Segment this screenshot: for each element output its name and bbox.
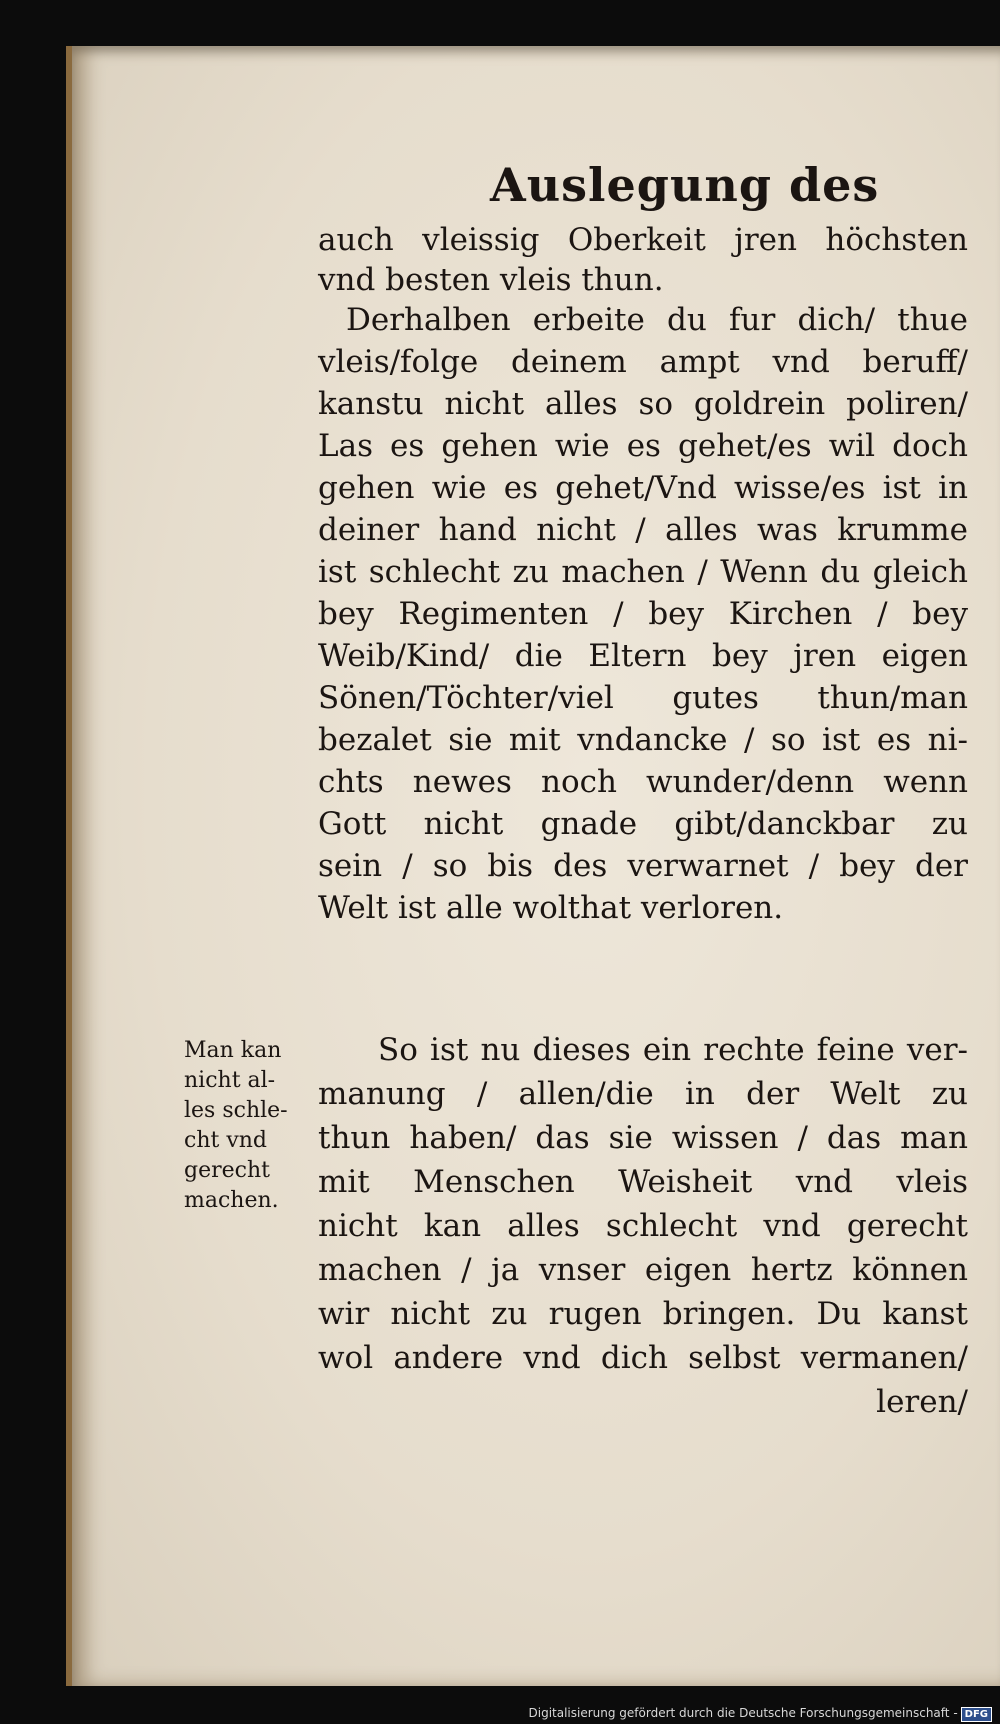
text-line: deiner hand nicht / alles was krumme xyxy=(318,512,968,548)
text-line: kanstu nicht alles so goldrein poliren/ xyxy=(318,386,968,422)
marginal-note-line: machen. xyxy=(184,1188,279,1213)
funding-credit xyxy=(529,1706,993,1722)
text-line: machen / ja vnser eigen hertz können xyxy=(318,1252,968,1288)
text-line: auch vleissig Oberkeit jren höchsten xyxy=(318,222,968,258)
marginal-note-line: cht vnd xyxy=(184,1128,268,1153)
text-line: sein / so bis des verwarnet / bey der xyxy=(318,848,968,884)
catchword: leren/ xyxy=(876,1384,968,1420)
dfg-logo: DFG xyxy=(961,1707,992,1722)
text-line: So ist nu dieses ein rechte feine ver- xyxy=(378,1032,968,1068)
marginal-note-line: les schle- xyxy=(184,1098,288,1123)
text-line: ist schlecht zu machen / Wenn du gleich xyxy=(318,554,968,590)
text-line: Las es gehen wie es gehet/es wil doch xyxy=(318,428,968,464)
text-line: wol andere vnd dich selbst vermanen/ xyxy=(318,1340,968,1376)
text-line: thun haben/ das sie wissen / das man xyxy=(318,1120,968,1156)
text-line: gehen wie es gehet/Vnd wisse/es ist in xyxy=(318,470,968,506)
text-line: Sönen/Töchter/viel gutes thun/man xyxy=(318,680,968,716)
text-line: wir nicht zu rugen bringen. Du kanst xyxy=(318,1296,968,1332)
text-line: Derhalben erbeite du fur dich/ thue xyxy=(346,302,968,338)
text-line: Gott nicht gnade gibt/danckbar zu xyxy=(318,806,968,842)
text-line: manung / allen/die in der Welt zu xyxy=(318,1076,968,1112)
page-heading: Auslegung des xyxy=(490,158,880,212)
text-line: vleis/folge deinem ampt vnd beruff/ xyxy=(318,344,968,380)
text-line: mit Menschen Weisheit vnd vleis xyxy=(318,1164,968,1200)
marginal-note-line: Man kan xyxy=(184,1038,282,1063)
funding-credit-text: Digitalisierung gefördert durch die Deutsche Forschungsgemeinschaft - xyxy=(528,1706,958,1720)
marginal-note-line: nicht al- xyxy=(184,1068,276,1093)
text-line: Welt ist alle wolthat verloren. xyxy=(318,890,784,926)
text-line: Weib/Kind/ die Eltern bey jren eigen xyxy=(318,638,968,674)
text-line: nicht kan alles schlecht vnd gerecht xyxy=(318,1208,968,1244)
marginal-note-line: gerecht xyxy=(184,1158,270,1183)
text-line: bey Regimenten / bey Kirchen / bey xyxy=(318,596,968,632)
text-line: chts newes noch wunder/denn wenn xyxy=(318,764,968,800)
text-line: vnd besten vleis thun. xyxy=(318,262,664,298)
text-line: bezalet sie mit vndancke / so ist es ni- xyxy=(318,722,968,758)
